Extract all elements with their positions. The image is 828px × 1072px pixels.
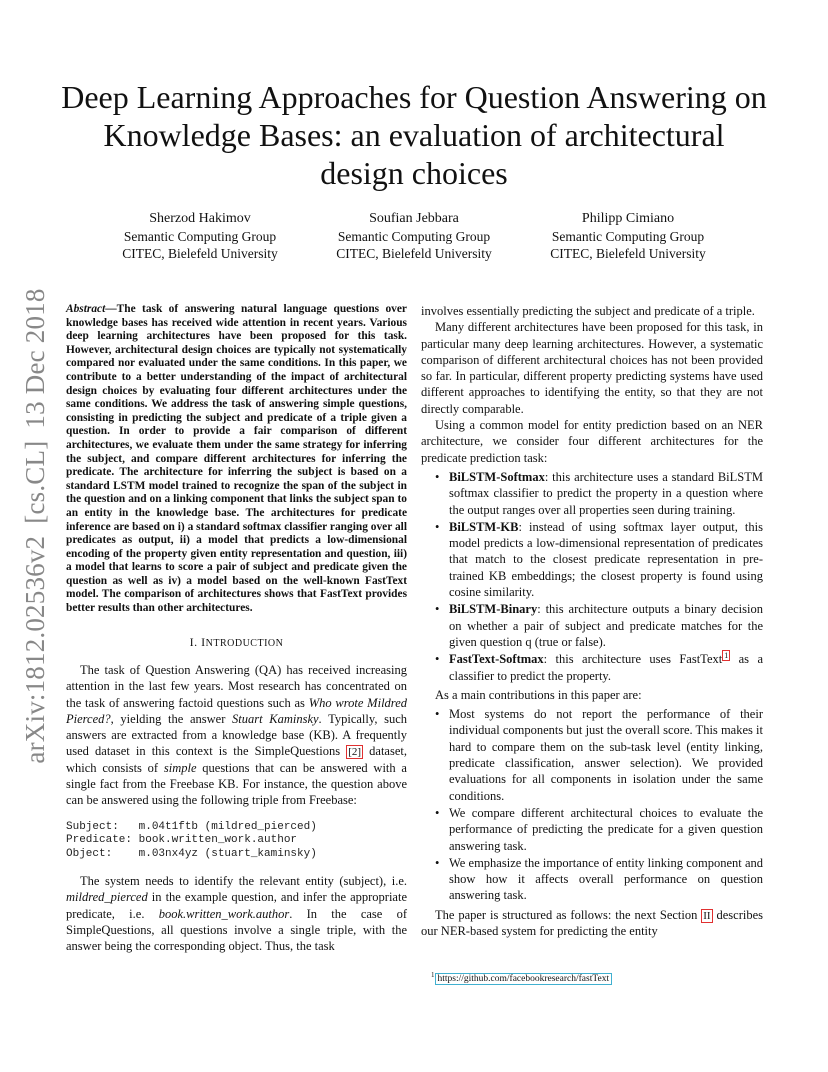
right-paragraph-4 [421, 907, 763, 940]
list-item [449, 519, 763, 600]
example-question: Who wrote Mildred Pierced? [66, 695, 407, 726]
right-column [421, 303, 763, 939]
architecture-name: FastText-Softmax [449, 652, 544, 667]
arxiv-date: 13 Dec 2018 [20, 288, 50, 429]
architecture-name: BiLSTM-Binary [449, 602, 538, 617]
text-run: . Typically, such answers are extracted from a knowledge base (KB). A frequently used dataset in this context is the SimpleQuestions [66, 711, 408, 759]
text-run: dataset, which consists of [66, 744, 407, 775]
section-title-rest: NTRODUCTION [205, 637, 284, 649]
text-run: The task of Question Answering (QA) has received increasing attention in the last few years. Most research has concentrated on the task of answering factoid questions such as [66, 662, 407, 710]
list-item: • We emphasize the importance of entity linking component and show how it affects overall performance on question answering task. [449, 855, 763, 904]
architecture-description: : instead of using softmax layer output, this model predicts a low-dimensional representation of predicates that match to the closest predicate representation in pre-trained KB embeddings; the closest property is found using cosine similarity. [449, 519, 763, 600]
arxiv-identifier[interactable] [20, 276, 51, 763]
footnote-link[interactable]: 1 [724, 651, 729, 661]
architecture-description: : this architecture outputs a binary decision on whether a pair of subject and predicate matches for the given question q (true or false). [449, 602, 763, 649]
author-2 [314, 210, 514, 262]
author-name: Soufian Jebbara [369, 211, 459, 226]
triple-predicate: Predicate: book.written_work.author [66, 834, 298, 847]
freebase-triple [66, 821, 407, 862]
abstract [66, 303, 407, 616]
text-run: The system needs to identify the relevant entity (subject), i.e. [80, 874, 407, 889]
intro-paragraph-2 [66, 873, 407, 954]
arxiv-category: [cs.CL] [20, 440, 50, 524]
list-item [449, 469, 763, 518]
section-initial: I [201, 634, 206, 649]
author-name: Philipp Cimiano [581, 211, 675, 226]
text-run: questions that can be answered with a single fact from the Freebase KB. For instance, the question above can be answered using the following triple from Freebase: [66, 760, 407, 808]
author-1 [100, 210, 300, 262]
right-paragraph-2: Using a common model for entity prediction based on an NER architecture, we consider four different architectures for the predicate prediction task: [421, 418, 763, 465]
right-paragraph-3: As a main contributions in this paper are: [435, 687, 642, 702]
footnote-url-link[interactable]: https://github.com/facebookresearch/fastText [435, 973, 613, 985]
text-run: describes our NER-based system for predicting the entity [421, 907, 763, 938]
author-affiliation: CITEC, Bielefeld University [336, 246, 492, 261]
example-answer: Stuart Kaminsky [232, 711, 319, 726]
footnote [431, 969, 612, 985]
contribution-list [421, 706, 763, 904]
section-heading-introduction [66, 634, 407, 652]
citation-link[interactable]: [2] [348, 746, 362, 759]
intro-paragraph-1 [66, 662, 407, 809]
author-affiliation: CITEC, Bielefeld University [122, 246, 278, 261]
author-name: Sherzod Hakimov [149, 211, 251, 226]
text-run: The paper is structured as follows: the next Section [435, 907, 702, 922]
architecture-description: : this architecture uses a standard BiLSTM softmax classifier to predict the property in a question where the output ranges over all properties seen during training. [449, 469, 763, 517]
author-group: Semantic Computing Group [123, 229, 277, 244]
author-3 [528, 210, 728, 262]
list-item [449, 601, 763, 650]
list-item: • Most systems do not report the performance of their individual components but just the overall score. This makes it hard to compare them on the sub-task level (entity linking, predicate classification, answer selection). We provided evaluations for all components in isolation under the same conditions. [449, 706, 763, 804]
architecture-description: as a classifier to predict the property. [449, 652, 763, 683]
abstract-text: —The task of answering natural language questions over knowledge bases has received wide attention in recent years. Various deep learning architectures have been proposed for this task. However, architectural design choices are typically not systematically compared nor evaluated under the same conditions. In this paper, we contribute to a better understanding of the impact of architectural design choices by evaluating four different architectures under the same conditions. We address the task of answering simple questions, consisting in predicting the subject and predicate of a triple given a question. In order to provide a fair comparison of different architectures, we evaluate them under the same strategy for inferring the subject, and compare different architectures for inferring the predicate. The architecture for inferring the subject is based on a standard LSTM model trained to recognize the span of the subject in the question and on a linking component that links the subject span to an entity in the knowledge base. The architectures for predicate inference are based on i) a standard softmax classifier ranging over all predicates as output, ii) a model that predicts a low-dimensional encoding of the property given entity representation and question, iii) a model that learns to score a pair of subject and predicate given the question as well as iv) a model based on the well-known FastText model. The comparison of architectures shows that FastText provides better results than other architectures. [66, 303, 407, 615]
text-run: in the example question, and infer the appropriate predicate, i.e. [66, 890, 407, 921]
author-block [100, 210, 728, 262]
architecture-name: BiLSTM-Softmax [449, 469, 545, 484]
example-entity: mildred_pierced [66, 890, 148, 905]
right-paragraph-1: Many different architectures have been proposed for this task, in particular many deep learning architectures. However, a systematic comparison of different architectural choices has not been provided so far. In particular, different property predicting systems have used different approaches to identifying the entity, so that they are not directly comparable. [421, 320, 763, 416]
left-column [66, 303, 407, 955]
triple-subject: Subject: m.04t1ftb (mildred_pierced) [66, 820, 317, 833]
section-reference-link[interactable]: II [703, 909, 711, 922]
text-run: , yielding the answer [110, 711, 233, 726]
architecture-description: : this architecture uses FastText [543, 652, 723, 667]
footnote-mark: 1 [431, 971, 435, 979]
architecture-list [421, 469, 763, 684]
triple-object: Object: m.03nx4yz (stuart_kaminsky) [66, 847, 317, 860]
section-number: I. [189, 634, 202, 649]
list-item [449, 651, 763, 684]
list-item: • We compare different architectural choices to evaluate the performance of predicting the predicate for a given question answering task. [449, 805, 763, 854]
paper-title: Deep Learning Approaches for Question Answering on Knowledge Bases: an evaluation of architectural design choices [61, 79, 767, 191]
abstract-label: Abstract [66, 303, 106, 315]
author-group: Semantic Computing Group [337, 229, 491, 244]
right-paragraph-0: involves essentially predicting the subject and predicate of a triple. [421, 304, 755, 318]
emphasis: simple [163, 760, 197, 775]
text-run: . In the case of SimpleQuestions, all questions involve a single triple, with the answer being the corresponding object. Thus, the task [66, 906, 407, 954]
arxiv-id: arXiv:1812.02536v2 [20, 535, 50, 764]
example-predicate: book.written_work.author [158, 906, 290, 921]
author-group: Semantic Computing Group [551, 229, 705, 244]
author-affiliation: CITEC, Bielefeld University [550, 246, 706, 261]
architecture-name: BiLSTM-KB [449, 519, 519, 534]
